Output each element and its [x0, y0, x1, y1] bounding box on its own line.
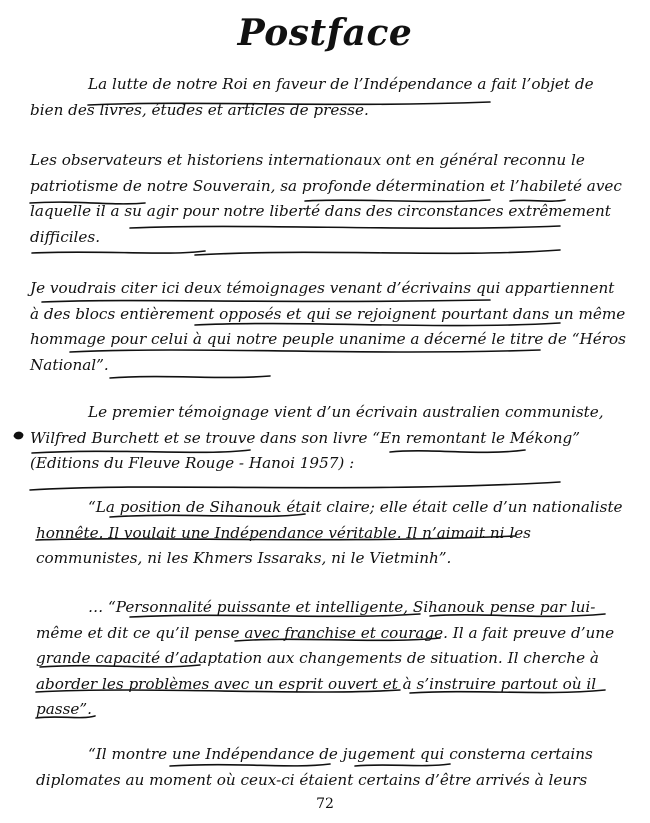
paragraph-observers: Les observateurs et historiens internationaux ont en général reconnu le patriotisme de notre Souverain, sa profonde détermination et l’habileté avec laquelle il a su agir pour notre liberté dans des circonstances extrêmement difficiles.	[30, 151, 622, 246]
page-title: Postface	[237, 12, 413, 54]
quote-independence: “Il montre une Indépendance de jugement qui consterna certains diplomates au moment où ceux-ci étaient certains d’être arrivés à leurs	[36, 745, 593, 789]
page-number: 72	[316, 796, 334, 812]
paragraph-first-testimony: Le premier témoignage vient d’un écrivain australien communiste, Wilfred Burchett et se trouve dans son livre “En remontant le Mékong” (Editions du Fleuve Rouge - Hanoi 1957) :	[30, 403, 604, 472]
underline-mark	[195, 250, 560, 255]
underline-mark	[32, 251, 205, 253]
margin-bullet-icon	[13, 430, 24, 441]
underline-mark	[30, 482, 560, 490]
quote-personality: … “Personnalité puissante et intelligente, Sihanouk pense par lui-même et dit ce qu’il pense avec franchise et courage. Il a fait preuve d’une grande capacité d’adaptation aux changements de situation. Il cherche à aborder les problèmes avec un esprit ouvert et à s’instruire partout où il passe”.	[36, 598, 615, 718]
paragraph-intro: La lutte de notre Roi en faveur de l’Indépendance a fait l’objet de bien des livres, études et articles de presse.	[30, 75, 594, 119]
paragraph-testimonies: Je voudrais citer ici deux témoignages venant d’écrivains qui appartiennent à des blocs entièrement opposés et qui se rejoignent pourtant dans un même hommage pour celui à qui notre peuple unanime a décerné le titre de “Héros National”.	[30, 279, 626, 374]
quote-position: “La position de Sihanouk était claire; elle était celle d’un nationaliste honnête. Il voulait une Indépendance véritable. Il n’aimait ni les communistes, ni les Khmers Issaraks, ni le Vietminh”.	[36, 498, 623, 567]
